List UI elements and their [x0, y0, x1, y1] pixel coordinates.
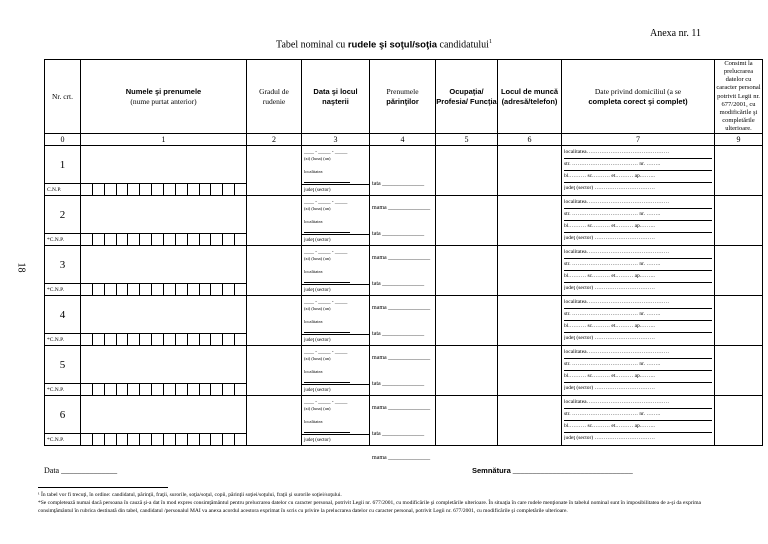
cnp-digit-box[interactable]	[188, 334, 200, 345]
address-building: bl.……… sc.……… et.……… ap.……..	[564, 170, 712, 183]
address-county: judeţ (sector) ……………………………	[564, 385, 656, 392]
mother-field: mama ______________	[372, 454, 431, 461]
cnp-digit-box[interactable]	[140, 184, 152, 195]
birth-locality-line	[304, 282, 350, 283]
birth-date-line: ____ - _____ - _____	[304, 150, 348, 156]
cnp-digit-box[interactable]	[105, 234, 117, 245]
row-number: 6	[45, 396, 81, 434]
header-birth	[302, 60, 370, 134]
header-name-sub: (nume purtat anterior)	[130, 96, 197, 106]
birth-divider	[302, 184, 369, 185]
occupation-cell[interactable]	[436, 296, 498, 346]
footnote-divider	[38, 487, 168, 488]
signature-line: ______________________________	[510, 466, 633, 475]
table-row	[45, 246, 763, 284]
col-index: 9	[715, 134, 763, 146]
father-field: tata ______________	[372, 230, 425, 237]
cnp-label: *C.N.P.	[45, 434, 81, 445]
cnp-digit-box[interactable]	[152, 184, 164, 195]
name-cell[interactable]	[81, 246, 247, 284]
consent-cell[interactable]	[715, 146, 763, 196]
father-field: tata ______________	[372, 330, 425, 337]
cnp-cell	[45, 284, 247, 296]
cnp-digit-box[interactable]	[93, 334, 105, 345]
work-cell[interactable]	[498, 196, 562, 246]
cnp-digit-box[interactable]	[211, 234, 223, 245]
annex-label: Anexa nr. 11	[650, 28, 702, 39]
mother-field: mama ______________	[372, 354, 431, 361]
cnp-label: *C.N.P.	[45, 384, 81, 395]
table-row	[45, 346, 763, 384]
cnp-cell	[45, 234, 247, 246]
header-birth-main: Data şi locul naşterii	[313, 87, 358, 106]
cnp-label: C.N.P.	[45, 184, 81, 195]
birth-block	[302, 196, 369, 245]
cnp-label: *C.N.P.	[45, 284, 81, 295]
cnp-digit-box[interactable]	[117, 334, 129, 345]
col-index: 2	[247, 134, 302, 146]
cnp-digit-box[interactable]	[164, 334, 176, 345]
grad-cell[interactable]	[247, 346, 302, 396]
cnp-grid	[45, 384, 246, 395]
header-address	[562, 60, 715, 134]
cnp-digit-box[interactable]	[105, 434, 117, 445]
cnp-digit-box[interactable]	[117, 234, 129, 245]
cnp-digit-box[interactable]	[188, 184, 200, 195]
cnp-grid	[45, 434, 246, 445]
cnp-cell	[45, 384, 247, 396]
cnp-digit-box[interactable]	[93, 184, 105, 195]
grad-cell[interactable]	[247, 396, 302, 446]
birth-block	[302, 396, 369, 445]
birth-cell[interactable]	[302, 146, 370, 196]
header-address-a: Date privind domiciliul (a se	[594, 87, 682, 97]
cnp-spacer	[235, 284, 246, 295]
col-index: 7	[562, 134, 715, 146]
cnp-digit-box[interactable]	[223, 234, 235, 245]
header-occupation-main: Ocupaţia/ Profesia/ Funcţia	[436, 87, 497, 106]
cnp-digit-box[interactable]	[93, 234, 105, 245]
cnp-digit-box[interactable]	[211, 384, 223, 395]
parents-cell[interactable]	[370, 146, 436, 211]
header-occupation	[436, 60, 498, 134]
title-bold: rudele şi soţul/soţia	[347, 39, 438, 51]
birth-locality-line	[304, 432, 350, 433]
cnp-grid	[45, 184, 246, 195]
occupation-cell[interactable]	[436, 346, 498, 396]
address-locality: localitatea………………………………………	[564, 296, 712, 309]
row-number: 5	[45, 346, 81, 384]
cnp-digit-box[interactable]	[128, 334, 140, 345]
signature-field[interactable]	[472, 466, 633, 475]
col-index: 6	[498, 134, 562, 146]
address-block	[562, 246, 714, 295]
address-cell[interactable]	[562, 196, 715, 246]
cnp-digit-box[interactable]	[81, 434, 93, 445]
work-cell[interactable]	[498, 296, 562, 346]
cnp-digit-box[interactable]	[176, 434, 188, 445]
address-block	[562, 396, 714, 445]
cnp-grid	[45, 284, 246, 295]
grad-cell[interactable]	[247, 146, 302, 196]
header-parents-a: Prenumele	[386, 87, 419, 97]
cnp-digit-box[interactable]	[223, 184, 235, 195]
name-cell[interactable]	[81, 196, 247, 234]
header-work-main: Locul de muncă (adresă/telefon)	[500, 87, 559, 106]
birth-divider	[302, 434, 369, 435]
address-locality: localitatea………………………………………	[564, 346, 712, 359]
address-block	[562, 346, 714, 395]
table-row	[45, 196, 763, 234]
occupation-cell[interactable]	[436, 146, 498, 196]
title-footnote-ref: 1	[488, 39, 492, 45]
mother-field: mama ______________	[372, 204, 431, 211]
document-title	[0, 39, 768, 50]
mother-field: mama ______________	[372, 404, 431, 411]
address-county: judeţ (sector) ……………………………	[564, 235, 656, 242]
address-building: bl.……… sc.……… et.……… ap.……..	[564, 420, 712, 433]
cnp-digit-box[interactable]	[81, 334, 93, 345]
cnp-digit-box[interactable]	[211, 334, 223, 345]
cnp-digit-box[interactable]	[140, 334, 152, 345]
header-name-main: Numele şi prenumele	[125, 87, 202, 97]
footnotes	[38, 492, 728, 516]
row-number: 3	[45, 246, 81, 284]
cnp-spacer	[235, 334, 246, 345]
row-number: 4	[45, 296, 81, 334]
date-field[interactable]: Data ______________	[44, 466, 118, 475]
col-index: 1	[81, 134, 247, 146]
address-street: str. ……………………………… nr. ……..	[564, 258, 712, 271]
consent-cell[interactable]	[715, 246, 763, 296]
address-county: judeţ (sector) ……………………………	[564, 335, 656, 342]
cnp-cell	[45, 334, 247, 346]
work-cell[interactable]	[498, 246, 562, 296]
work-cell[interactable]	[498, 146, 562, 196]
cnp-digit-box[interactable]	[128, 234, 140, 245]
cnp-digit-box[interactable]	[164, 284, 176, 295]
name-cell[interactable]	[81, 346, 247, 384]
occupation-cell[interactable]	[436, 246, 498, 296]
cnp-digit-box[interactable]	[93, 434, 105, 445]
birth-locality: localitatea	[304, 169, 323, 175]
name-cell[interactable]	[81, 296, 247, 334]
cnp-digit-box[interactable]	[105, 334, 117, 345]
cnp-digit-box[interactable]	[81, 284, 93, 295]
address-cell[interactable]	[562, 146, 715, 196]
cnp-digit-box[interactable]	[93, 384, 105, 395]
birth-county: judeţ (sector)	[304, 338, 331, 344]
birth-cell[interactable]	[302, 196, 370, 246]
birth-county: judeţ (sector)	[304, 388, 331, 394]
name-cell[interactable]	[81, 146, 247, 184]
cnp-digit-box[interactable]	[200, 234, 212, 245]
cnp-digit-box[interactable]	[188, 384, 200, 395]
cnp-digit-box[interactable]	[117, 384, 129, 395]
row-number: 2	[45, 196, 81, 234]
father-field: tata ______________	[372, 180, 425, 187]
parents-cell[interactable]	[370, 346, 436, 411]
address-building: bl.……… sc.……… et.……… ap.……..	[564, 320, 712, 333]
birth-cell[interactable]	[302, 396, 370, 446]
header-grad: Gradul de rudenie	[247, 60, 302, 134]
cnp-digit-box[interactable]	[152, 434, 164, 445]
header-name	[81, 60, 247, 134]
birth-block	[302, 346, 369, 395]
title-post: candidatului	[437, 39, 489, 51]
parents-cell[interactable]	[370, 396, 436, 461]
birth-date-labels: (zi) (luna) (an)	[304, 256, 331, 262]
cnp-digit-box[interactable]	[200, 334, 212, 345]
cnp-digit-box[interactable]	[117, 434, 129, 445]
cnp-digit-box[interactable]	[105, 184, 117, 195]
birth-cell[interactable]	[302, 346, 370, 396]
address-cell[interactable]	[562, 296, 715, 346]
signature-label: Semnătura	[472, 466, 511, 475]
header-address-b: completa corect şi complet)	[588, 96, 688, 106]
title-pre: Tabel nominal cu	[276, 39, 348, 51]
cnp-digit-box[interactable]	[152, 284, 164, 295]
birth-date-line: ____ - _____ - _____	[304, 250, 348, 256]
cnp-digit-box[interactable]	[164, 384, 176, 395]
relatives-table	[44, 59, 763, 461]
cnp-digit-box[interactable]	[200, 284, 212, 295]
consent-cell[interactable]	[715, 396, 763, 446]
parents-cell[interactable]	[370, 196, 436, 261]
birth-date-line: ____ - _____ - _____	[304, 400, 348, 406]
table-row	[45, 296, 763, 334]
grad-cell[interactable]	[247, 296, 302, 346]
birth-block	[302, 246, 369, 295]
cnp-digit-box[interactable]	[105, 284, 117, 295]
address-building: bl.……… sc.……… et.……… ap.……..	[564, 220, 712, 233]
col-index: 0	[45, 134, 81, 146]
cnp-spacer	[235, 184, 246, 195]
cnp-digit-box[interactable]	[176, 184, 188, 195]
cnp-digit-box[interactable]	[140, 234, 152, 245]
mother-field: mama ______________	[372, 304, 431, 311]
cnp-label: *C.N.P.	[45, 234, 81, 245]
row-number: 1	[45, 146, 81, 184]
birth-date-line: ____ - _____ - _____	[304, 200, 348, 206]
birth-locality-line	[304, 382, 350, 383]
address-street: str. ……………………………… nr. ……..	[564, 158, 712, 171]
cnp-spacer	[235, 384, 246, 395]
address-block	[562, 196, 714, 245]
address-locality: localitatea………………………………………	[564, 146, 712, 159]
cnp-digit-box[interactable]	[140, 434, 152, 445]
header-work	[498, 60, 562, 134]
father-field: tata ______________	[372, 380, 425, 387]
work-cell[interactable]	[498, 346, 562, 396]
footnote-2: *Se completează numai dacă persoana în cauză şi-a dat în mod expres consimţământul pentru prelucrarea datelor cu caracter personal, potrivit Legii nr. 677/2001, cu modificările şi completările ulterioare. În situaţia în care rudele menţionate în tabelul nominal sunt în imposibilitatea de a-şi da exprima consimţământul în rubrica destinată din tabel, candidatul /personalul MAI va anexa acordul acestora exprimat în scris cu privire la prelucrarea datelor cu caracter personal, potrivit Legii nr. 677/2001, cu modificările şi completările ulterioare.	[38, 499, 701, 514]
birth-date-labels: (zi) (luna) (an)	[304, 206, 331, 212]
consent-cell[interactable]	[715, 196, 763, 246]
cnp-digit-box[interactable]	[81, 234, 93, 245]
address-street: str. ……………………………… nr. ……..	[564, 208, 712, 221]
cnp-digit-box[interactable]	[140, 284, 152, 295]
cnp-digit-box[interactable]	[200, 434, 212, 445]
cnp-digit-box[interactable]	[176, 334, 188, 345]
address-street: str. ……………………………… nr. ……..	[564, 408, 712, 421]
cnp-digit-box[interactable]	[164, 434, 176, 445]
address-street: str. ……………………………… nr. ……..	[564, 308, 712, 321]
parents-cell[interactable]	[370, 296, 436, 361]
birth-date-line: ____ - _____ - _____	[304, 300, 348, 306]
cnp-grid	[45, 234, 246, 245]
birth-date-line: ____ - _____ - _____	[304, 350, 348, 356]
address-building: bl.……… sc.……… et.……… ap.……..	[564, 370, 712, 383]
address-locality: localitatea………………………………………	[564, 246, 712, 259]
grad-cell[interactable]	[247, 196, 302, 246]
cnp-digit-box[interactable]	[152, 234, 164, 245]
cnp-digit-box[interactable]	[164, 234, 176, 245]
index-row	[45, 134, 763, 146]
cnp-digit-box[interactable]	[223, 384, 235, 395]
birth-divider	[302, 334, 369, 335]
cnp-digit-box[interactable]	[211, 434, 223, 445]
cnp-digit-box[interactable]	[81, 384, 93, 395]
header-consent	[715, 60, 763, 134]
occupation-cell[interactable]	[436, 196, 498, 246]
cnp-spacer	[235, 434, 246, 445]
page-number: 18	[15, 262, 27, 273]
birth-locality-line	[304, 332, 350, 333]
birth-locality: localitatea	[304, 369, 323, 375]
col-index: 5	[436, 134, 498, 146]
address-locality: localitatea………………………………………	[564, 396, 712, 409]
cnp-digit-box[interactable]	[140, 384, 152, 395]
cnp-digit-box[interactable]	[211, 284, 223, 295]
address-block	[562, 296, 714, 345]
birth-county: judeţ (sector)	[304, 438, 331, 444]
address-cell[interactable]	[562, 246, 715, 296]
cnp-digit-box[interactable]	[211, 184, 223, 195]
cnp-cell	[45, 184, 247, 196]
cnp-digit-box[interactable]	[81, 184, 93, 195]
cnp-cell	[45, 434, 247, 446]
birth-locality: localitatea	[304, 319, 323, 325]
cnp-digit-box[interactable]	[128, 184, 140, 195]
birth-locality-line	[304, 182, 350, 183]
cnp-digit-box[interactable]	[176, 384, 188, 395]
father-field: tata ______________	[372, 430, 425, 437]
birth-county: judeţ (sector)	[304, 238, 331, 244]
cnp-digit-box[interactable]	[93, 284, 105, 295]
cnp-digit-box[interactable]	[152, 384, 164, 395]
cnp-digit-box[interactable]	[128, 384, 140, 395]
header-consent-text: Consimt la prelucrarea datelor cu caracter personal potrivit Legii nr. 677/2001, cu modificările şi completările ulterioare.	[716, 60, 761, 132]
address-cell[interactable]	[562, 346, 715, 396]
birth-date-labels: (zi) (luna) (an)	[304, 306, 331, 312]
col-index: 3	[302, 134, 370, 146]
address-locality: localitatea………………………………………	[564, 196, 712, 209]
birth-county: judeţ (sector)	[304, 288, 331, 294]
consent-cell[interactable]	[715, 296, 763, 346]
grad-cell[interactable]	[247, 246, 302, 296]
cnp-digit-box[interactable]	[176, 284, 188, 295]
mother-field: mama ______________	[372, 254, 431, 261]
occupation-cell[interactable]	[436, 396, 498, 446]
birth-cell[interactable]	[302, 246, 370, 296]
cnp-digit-box[interactable]	[188, 234, 200, 245]
col-index: 4	[370, 134, 436, 146]
cnp-digit-box[interactable]	[117, 284, 129, 295]
birth-cell[interactable]	[302, 296, 370, 346]
cnp-digit-box[interactable]	[105, 384, 117, 395]
header-parents-b: părinţilor	[386, 96, 419, 106]
cnp-digit-box[interactable]	[117, 184, 129, 195]
address-county: judeţ (sector) ……………………………	[564, 285, 656, 292]
cnp-digit-box[interactable]	[164, 184, 176, 195]
birth-divider	[302, 384, 369, 385]
cnp-spacer	[235, 234, 246, 245]
birth-divider	[302, 234, 369, 235]
birth-block	[302, 146, 369, 195]
name-cell[interactable]	[81, 396, 247, 434]
birth-date-labels: (zi) (luna) (an)	[304, 406, 331, 412]
table-row	[45, 396, 763, 434]
father-field: tata ______________	[372, 280, 425, 287]
address-county: judeţ (sector) ……………………………	[564, 435, 656, 442]
birth-locality: localitatea	[304, 219, 323, 225]
table-row	[45, 146, 763, 184]
cnp-digit-box[interactable]	[128, 434, 140, 445]
cnp-digit-box[interactable]	[128, 284, 140, 295]
address-cell[interactable]	[562, 396, 715, 446]
cnp-grid	[45, 334, 246, 345]
birth-county: judeţ (sector)	[304, 188, 331, 194]
birth-divider	[302, 284, 369, 285]
header-row	[45, 60, 763, 134]
cnp-digit-box[interactable]	[223, 284, 235, 295]
cnp-digit-box[interactable]	[176, 234, 188, 245]
work-cell[interactable]	[498, 396, 562, 446]
cnp-digit-box[interactable]	[200, 384, 212, 395]
parents-cell[interactable]	[370, 246, 436, 311]
address-street: str. ……………………………… nr. ……..	[564, 358, 712, 371]
cnp-digit-box[interactable]	[152, 334, 164, 345]
birth-locality-line	[304, 232, 350, 233]
address-block	[562, 146, 714, 195]
birth-locality: localitatea	[304, 269, 323, 275]
address-county: judeţ (sector) ……………………………	[564, 185, 656, 192]
cnp-digit-box[interactable]	[223, 334, 235, 345]
address-building: bl.……… sc.……… et.……… ap.……..	[564, 270, 712, 283]
header-parents	[370, 60, 436, 134]
birth-block	[302, 296, 369, 345]
cnp-digit-box[interactable]	[200, 184, 212, 195]
cnp-digit-box[interactable]	[223, 434, 235, 445]
consent-cell[interactable]	[715, 346, 763, 396]
birth-date-labels: (zi) (luna) (an)	[304, 156, 331, 162]
birth-locality: localitatea	[304, 419, 323, 425]
cnp-digit-box[interactable]	[188, 434, 200, 445]
birth-date-labels: (zi) (luna) (an)	[304, 356, 331, 362]
cnp-label: *C.N.P.	[45, 334, 81, 345]
footnote-1: ¹ În tabel vor fi trecuţi, în ordine: candidatul, părinţii, fraţii, surorile, soţia/soţul, copii, părinţii soţiei/soţului, fraţii şi surorile soţiei/soţului.	[38, 492, 342, 498]
cnp-digit-box[interactable]	[188, 284, 200, 295]
header-nr: Nr. crt.	[45, 60, 81, 134]
